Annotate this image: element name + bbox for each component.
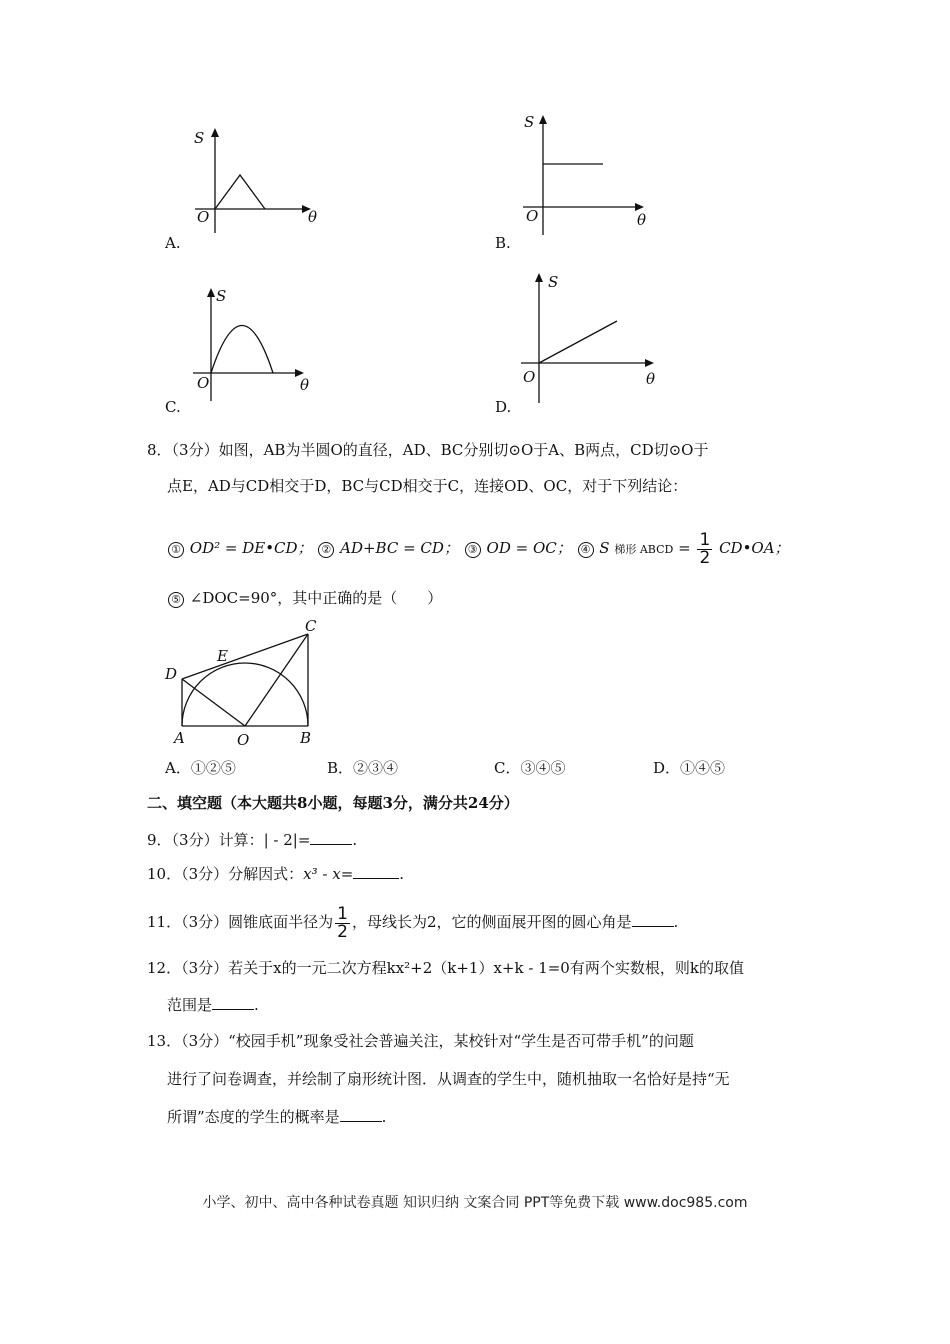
q11-fraction-denominator: 2 [337,921,348,942]
section2-heading: 二、填空题（本大题共8小题，每题3分，满分共24分） [147,794,519,812]
q9-score: （3分） [171,831,219,849]
conclusion-4-rest: CD•OA； [719,539,790,557]
q9-answer-blank[interactable] [310,830,352,845]
q12-line1 [147,958,744,978]
mark-1: ① [168,542,184,558]
q9 [147,830,357,850]
q13-answer-blank[interactable] [340,1107,382,1122]
choice-c-value: ③④⑤ [520,759,566,777]
q11-number: 11． [147,913,182,931]
q10-score: （3分） [181,865,229,883]
graph-a-origin: O [197,208,210,226]
q8-choice-d [653,758,725,778]
choice-d-value: ①④⑤ [680,759,726,777]
conclusion-2: AD+BC = CD； [340,539,459,557]
q8-number: 8． [147,441,172,459]
q12-answer-blank[interactable] [212,995,254,1010]
conclusion-1: OD² = DE•CD； [189,539,313,557]
q11-text-b: ，母线长为2，它的侧面展开图的圆心角是 [351,913,632,931]
conclusion-5: ∠DOC=90°，其中正确的是（ ） [189,589,443,607]
q13-text-line1: “校园手机”现象受社会普遍关注，某校针对“学生是否可带手机”的问题 [228,1032,694,1050]
q8-text-line1: 如图，AB为半圆O的直径，AD、BC分别切⊙O于A、B两点，CD切⊙O于 [218,441,709,459]
conclusion-4-s: S [599,539,610,557]
q11 [147,900,678,944]
graph-a-axis-y: S [194,129,205,147]
q13-tail: . [381,1108,387,1126]
choice-a-label: A． [165,759,191,777]
fraction-denominator: 2 [699,547,711,568]
q8-line2 [167,476,687,496]
q8-score: （3分） [171,441,219,459]
q13-text-line2: 进行了问卷调查，并绘制了扇形统计图．从调查的学生中，随机抽取一名恰好是持“无 [167,1070,730,1088]
conclusion-4-fraction [697,529,712,568]
q12-line2 [167,995,259,1015]
page-footer: 小学、初中、高中各种试卷真题 知识归纳 文案合同 PPT等免费下载 www.doc985.com [202,1195,748,1211]
fraction-numerator: 1 [699,529,711,550]
fig-label-b: B [300,729,312,747]
graph-b-axis-y: S [524,113,535,131]
graph-d-origin: O [523,368,536,386]
q12-text-line2: 范围是 [167,996,213,1014]
mark-3: ③ [465,542,481,558]
q13-line3 [167,1107,386,1127]
q13-text-line3: 所谓”态度的学生的概率是 [167,1108,340,1126]
fig-label-a: A [174,729,185,747]
conclusion-4-sub: 梯形 ABCD [614,543,674,556]
q8-conclusions-row [167,528,790,570]
q9-text: 计算：| - 2|= [218,831,311,849]
choice-a-value: ①②⑤ [190,759,236,777]
q10 [147,864,404,884]
conclusion-4-eq: = [678,539,691,557]
graph-a-label: A. [165,234,181,252]
q10-tail: . [399,865,405,883]
graph-c-axis-y: S [216,287,227,305]
q13-line1 [147,1031,694,1051]
fig-label-d: D [165,665,178,683]
q12-tail: . [254,996,259,1014]
q10-text-b: x³ - x= [303,865,354,883]
graph-c-origin: O [197,374,210,392]
choice-d-label: D． [653,759,681,777]
graph-a-axis-x: θ [308,208,318,226]
fig-label-e: E [217,647,228,665]
q11-fraction [335,903,350,942]
q9-number: 9． [147,831,172,849]
graph-d-axis-x: θ [646,370,656,388]
mark-5: ⑤ [168,592,184,608]
fig-label-c: C [305,617,317,635]
graph-b-origin: O [526,207,539,225]
fig-label-o: O [237,731,250,749]
choice-b-label: B． [327,759,354,777]
q12-score: （3分） [181,959,229,977]
q10-answer-blank[interactable] [353,864,399,879]
q12-text-line1: 若关于x的一元二次方程kx²+2（k+1）x+k - 1=0有两个实数根，则k的取值 [228,959,744,977]
q8-choice-b [327,758,398,778]
graph-b-label: B. [495,234,511,252]
graph-d-axis-y: S [548,273,559,291]
graph-option-d [515,270,665,405]
q8-choice-a [165,758,236,778]
q13-score: （3分） [181,1032,229,1050]
choice-b-value: ②③④ [353,759,399,777]
q11-score: （3分） [181,913,229,931]
q13-line2 [167,1069,730,1089]
q8-text-line2: 点E，AD与CD相交于D，BC与CD相交于C，连接OD、OC，对于下列结论： [167,477,688,495]
q8-line1 [147,440,708,460]
conclusion-3: OD = OC； [486,539,572,557]
q13-number: 13． [147,1032,182,1050]
q11-tail: . [673,913,679,931]
q11-fraction-numerator: 1 [337,903,348,924]
q8-choice-c [494,758,566,778]
mark-2: ② [318,542,334,558]
q11-answer-blank[interactable] [632,912,674,927]
q11-text-a: 圆锥底面半径为 [228,913,334,931]
graph-c-axis-x: θ [300,376,310,394]
choice-c-label: C． [494,759,521,777]
q10-text-a: 分解因式： [228,865,304,883]
q8-conclusion5-row [167,588,442,608]
mark-4: ④ [578,542,594,558]
q12-number: 12． [147,959,182,977]
q9-tail: . [352,831,358,849]
graph-b-axis-x: θ [637,211,647,229]
graph-c-label: C. [165,398,181,416]
graph-d-label: D. [495,398,512,416]
q10-number: 10． [147,865,182,883]
